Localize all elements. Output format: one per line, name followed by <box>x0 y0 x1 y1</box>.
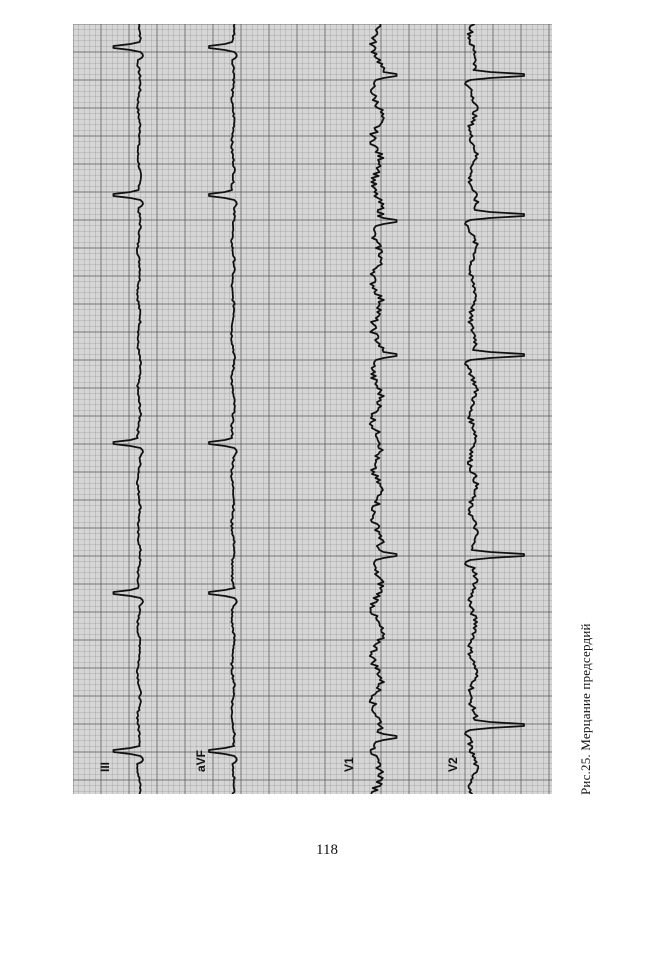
figure-caption: Рис.25. Мерцание предсердий <box>578 623 593 795</box>
lead-label: aVF <box>194 749 208 772</box>
ecg-strip <box>73 24 552 794</box>
ecg-traces <box>114 24 525 794</box>
page-number: 118 <box>316 842 338 858</box>
lead-label: III <box>98 761 112 772</box>
lead-label: V2 <box>446 757 460 772</box>
ecg-trace-2 <box>370 24 397 794</box>
ecg-figure <box>73 24 552 794</box>
lead-label: V1 <box>342 757 356 772</box>
ecg-grid <box>73 24 552 794</box>
